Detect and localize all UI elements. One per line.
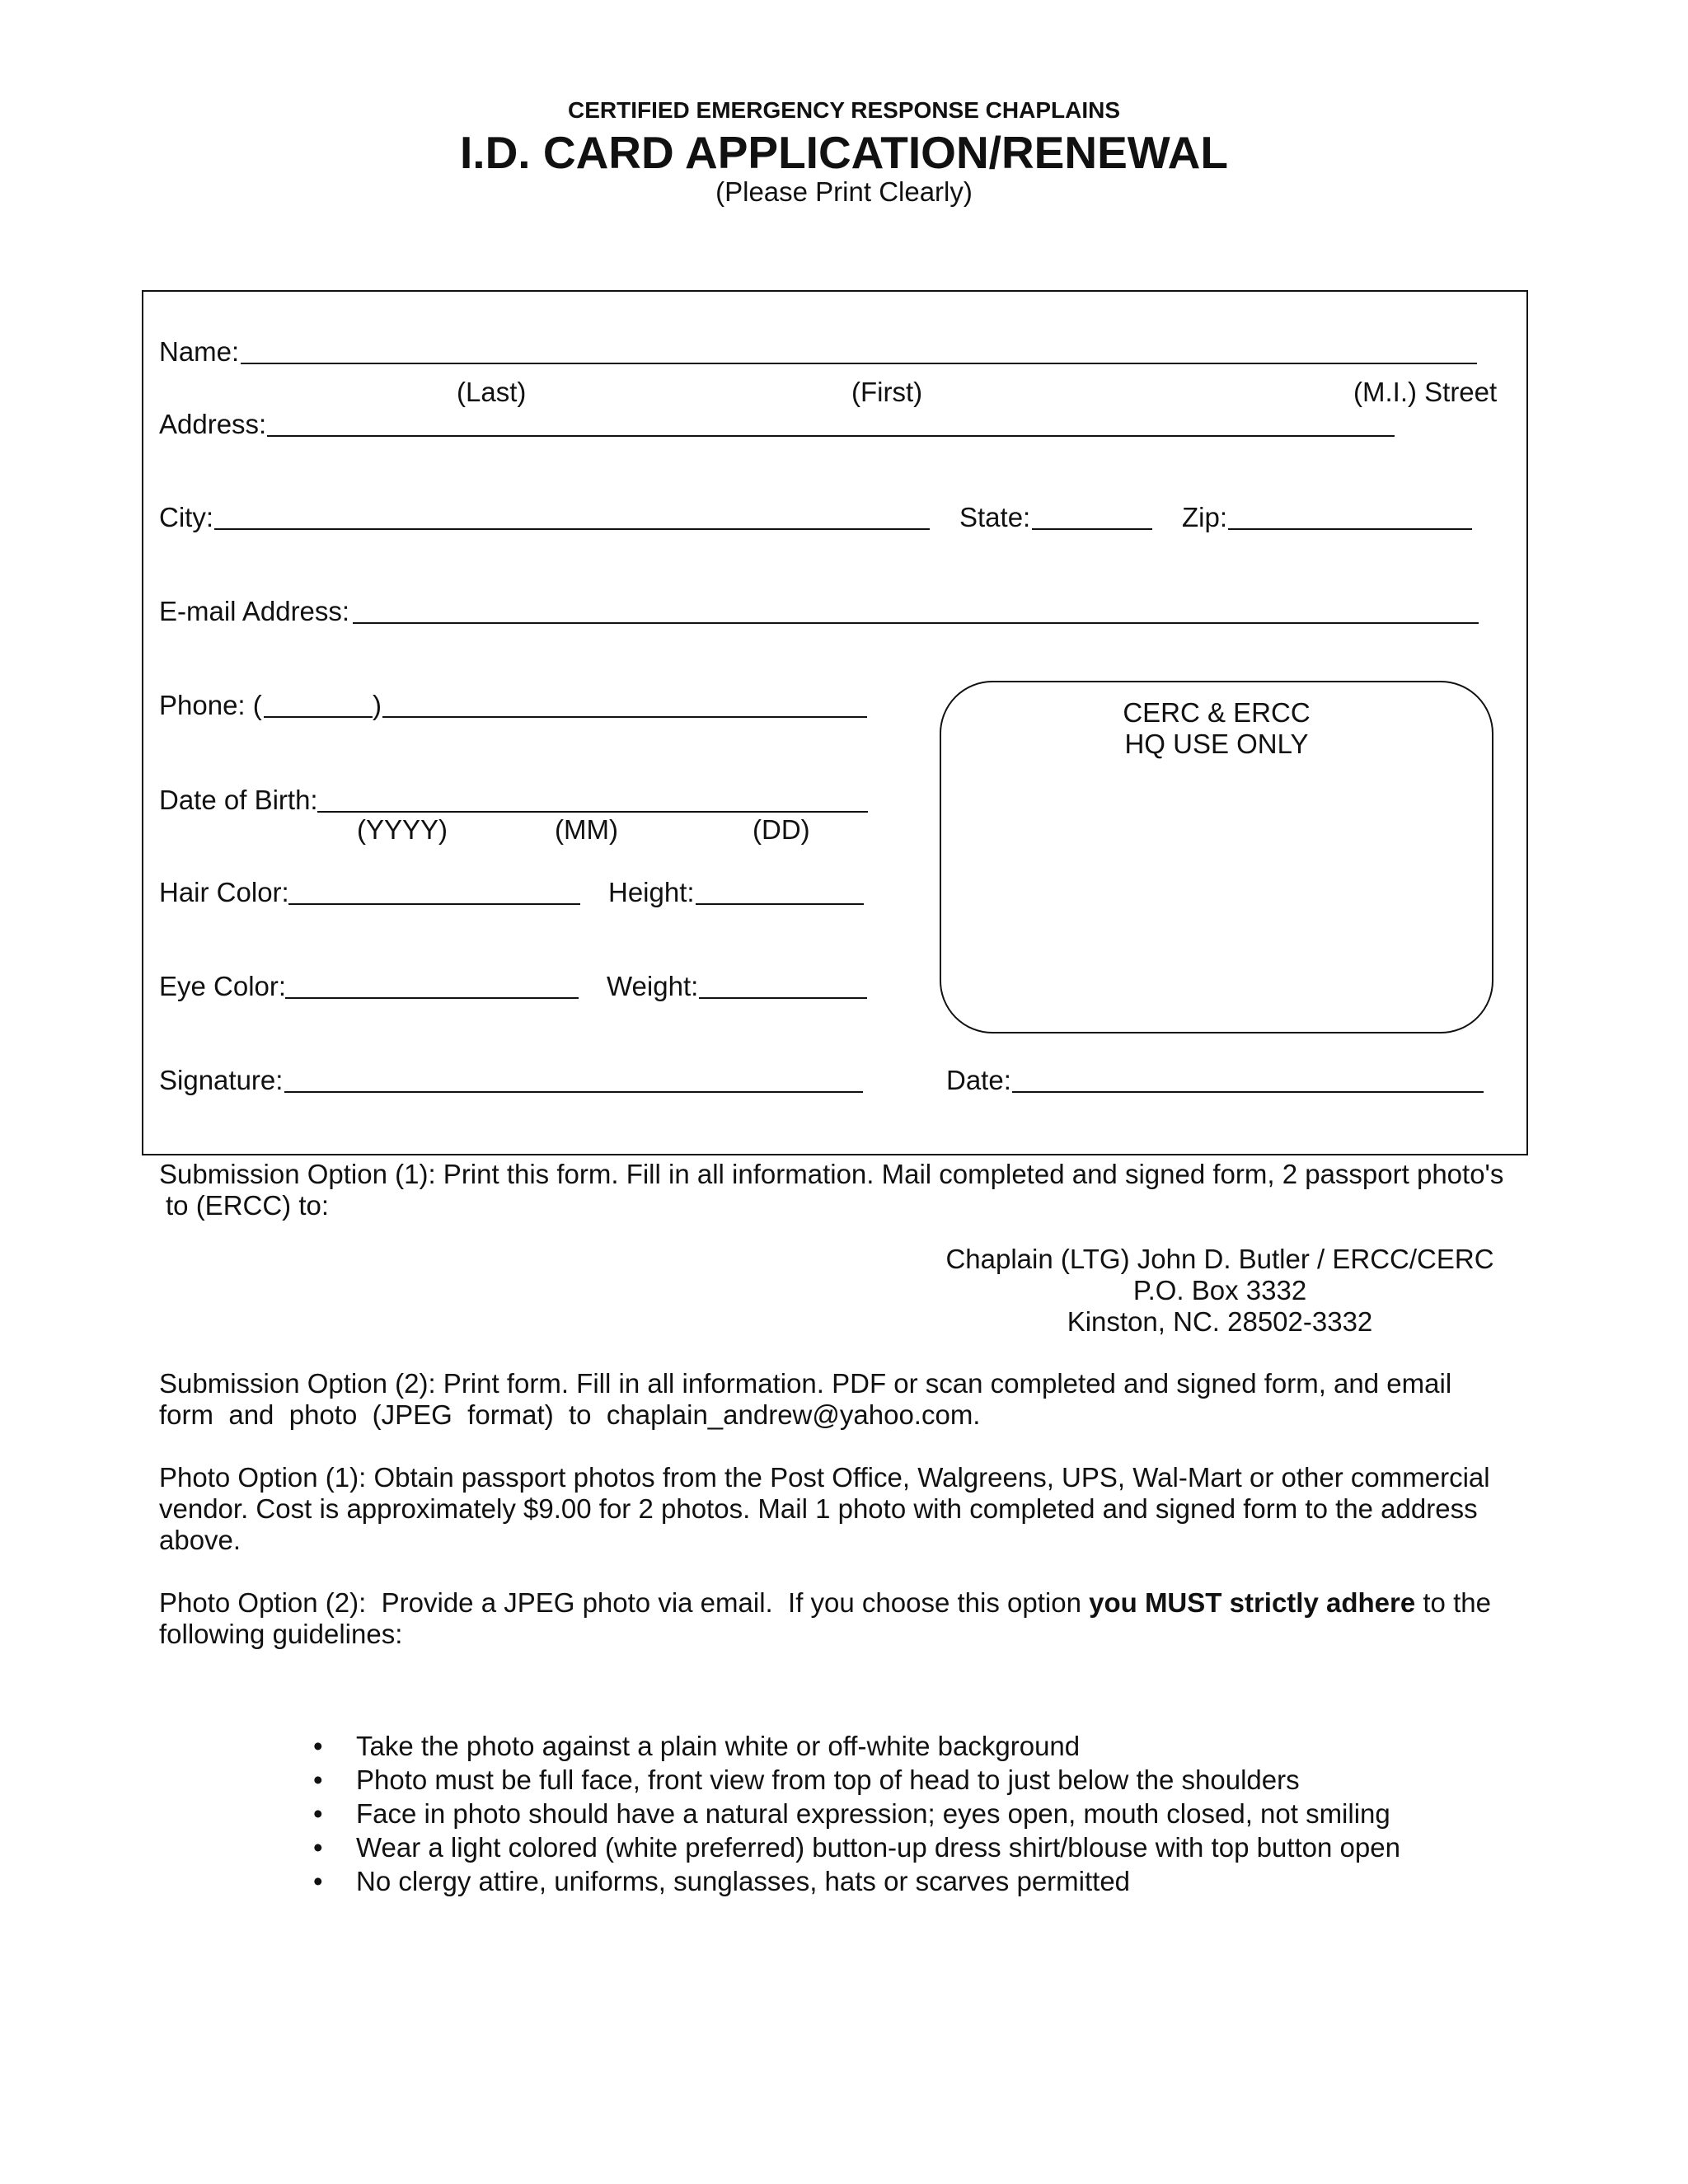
name-field[interactable]: [241, 363, 1477, 364]
hq-box-line1: CERC & ERCC: [1123, 697, 1311, 728]
eye-color-field[interactable]: [285, 997, 579, 999]
name-first-caption: (First): [851, 377, 923, 407]
name-mi-street-caption: (M.I.) Street: [1353, 377, 1498, 407]
mail-po-box: P.O. Box 3332: [1132, 1275, 1307, 1305]
height-label: Height:: [608, 877, 695, 907]
address-label: Address:: [159, 409, 267, 439]
hair-color-field[interactable]: [288, 903, 580, 905]
zip-label: Zip:: [1182, 502, 1228, 532]
weight-field[interactable]: [699, 997, 867, 999]
hair-color-label: Hair Color:: [159, 877, 289, 907]
list-item: • Face in photo should have a natural expression; eyes open, mouth closed, not smiling: [313, 1797, 1400, 1830]
city-label: City:: [159, 502, 213, 532]
submission-option-1-line1: Submission Option (1): Print this form. Fill in all information. Mail completed and signed form, 2 passport photo's: [159, 1159, 1504, 1189]
address-field[interactable]: [267, 435, 1395, 437]
photo-option-2-text-end: to the: [1415, 1587, 1491, 1618]
photo-guidelines-list: [313, 1729, 1400, 1898]
organization-name: CERTIFIED EMERGENCY RESPONSE CHAPLAINS: [567, 97, 1121, 123]
eye-color-label: Eye Color:: [159, 971, 287, 1001]
email-field[interactable]: [353, 622, 1479, 624]
zip-field[interactable]: [1228, 528, 1472, 530]
photo-option-2-text: Photo Option (2): Provide a JPEG photo via email. If you choose this option: [159, 1587, 1090, 1618]
phone-area-code-field[interactable]: [264, 716, 373, 718]
submission-option-2-line1: Submission Option (2): Print form. Fill in all information. PDF or scan completed and signed form, and email: [159, 1368, 1452, 1399]
dob-year-caption: (YYYY): [357, 814, 448, 845]
dob-day-caption: (DD): [753, 814, 810, 845]
mail-recipient: Chaplain (LTG) John D. Butler / ERCC/CERC: [945, 1244, 1494, 1274]
photo-option-2-line1: [159, 1587, 1491, 1619]
date-label: Date:: [946, 1065, 1011, 1095]
weight-label: Weight:: [607, 971, 699, 1001]
name-label: Name:: [159, 336, 240, 367]
list-item: • Take the photo against a plain white or off-white background: [313, 1729, 1400, 1763]
submission-option-1-line2: to (ERCC) to:: [166, 1190, 330, 1221]
page-title: I.D. CARD APPLICATION/RENEWAL: [460, 127, 1228, 178]
photo-option-2-line2: following guidelines:: [159, 1619, 403, 1649]
height-field[interactable]: [696, 903, 864, 905]
list-item: • Wear a light colored (white preferred) button-up dress shirt/blouse with top button open: [313, 1830, 1400, 1864]
list-item: • No clergy attire, uniforms, sunglasses, hats or scarves permitted: [313, 1864, 1400, 1898]
photo-option-1-line1: Photo Option (1): Obtain passport photos from the Post Office, Walgreens, UPS, Wal-Mart or other commercial: [159, 1462, 1490, 1493]
phone-paren-close: ): [373, 690, 382, 720]
mail-city: Kinston, NC. 28502-3332: [1067, 1306, 1373, 1337]
date-field[interactable]: [1012, 1091, 1484, 1093]
photo-option-1-line3: above.: [159, 1525, 241, 1555]
dob-label: Date of Birth:: [159, 785, 318, 815]
signature-field[interactable]: [284, 1091, 863, 1093]
city-field[interactable]: [214, 528, 930, 530]
name-last-caption: (Last): [457, 377, 527, 407]
submission-option-2-line2: form and photo (JPEG format) to chaplain_andrew@yahoo.com.: [159, 1399, 981, 1430]
phone-label: Phone: (: [159, 690, 262, 720]
photo-option-2-emphasis: you MUST strictly adhere: [1089, 1587, 1416, 1618]
photo-option-1-line2: vendor. Cost is approximately $9.00 for 2 photos. Mail 1 photo with completed and signed form to the address: [159, 1493, 1478, 1524]
list-item: • Photo must be full face, front view from top of head to just below the shoulders: [313, 1763, 1400, 1797]
state-field[interactable]: [1032, 528, 1152, 530]
dob-month-caption: (MM): [555, 814, 618, 845]
signature-label: Signature:: [159, 1065, 284, 1095]
hq-box-line2: HQ USE ONLY: [1124, 729, 1309, 759]
phone-number-field[interactable]: [382, 716, 867, 718]
dob-field[interactable]: [317, 811, 868, 813]
page-subtitle: (Please Print Clearly): [715, 176, 973, 207]
email-label: E-mail Address:: [159, 596, 350, 626]
state-label: State:: [959, 502, 1031, 532]
